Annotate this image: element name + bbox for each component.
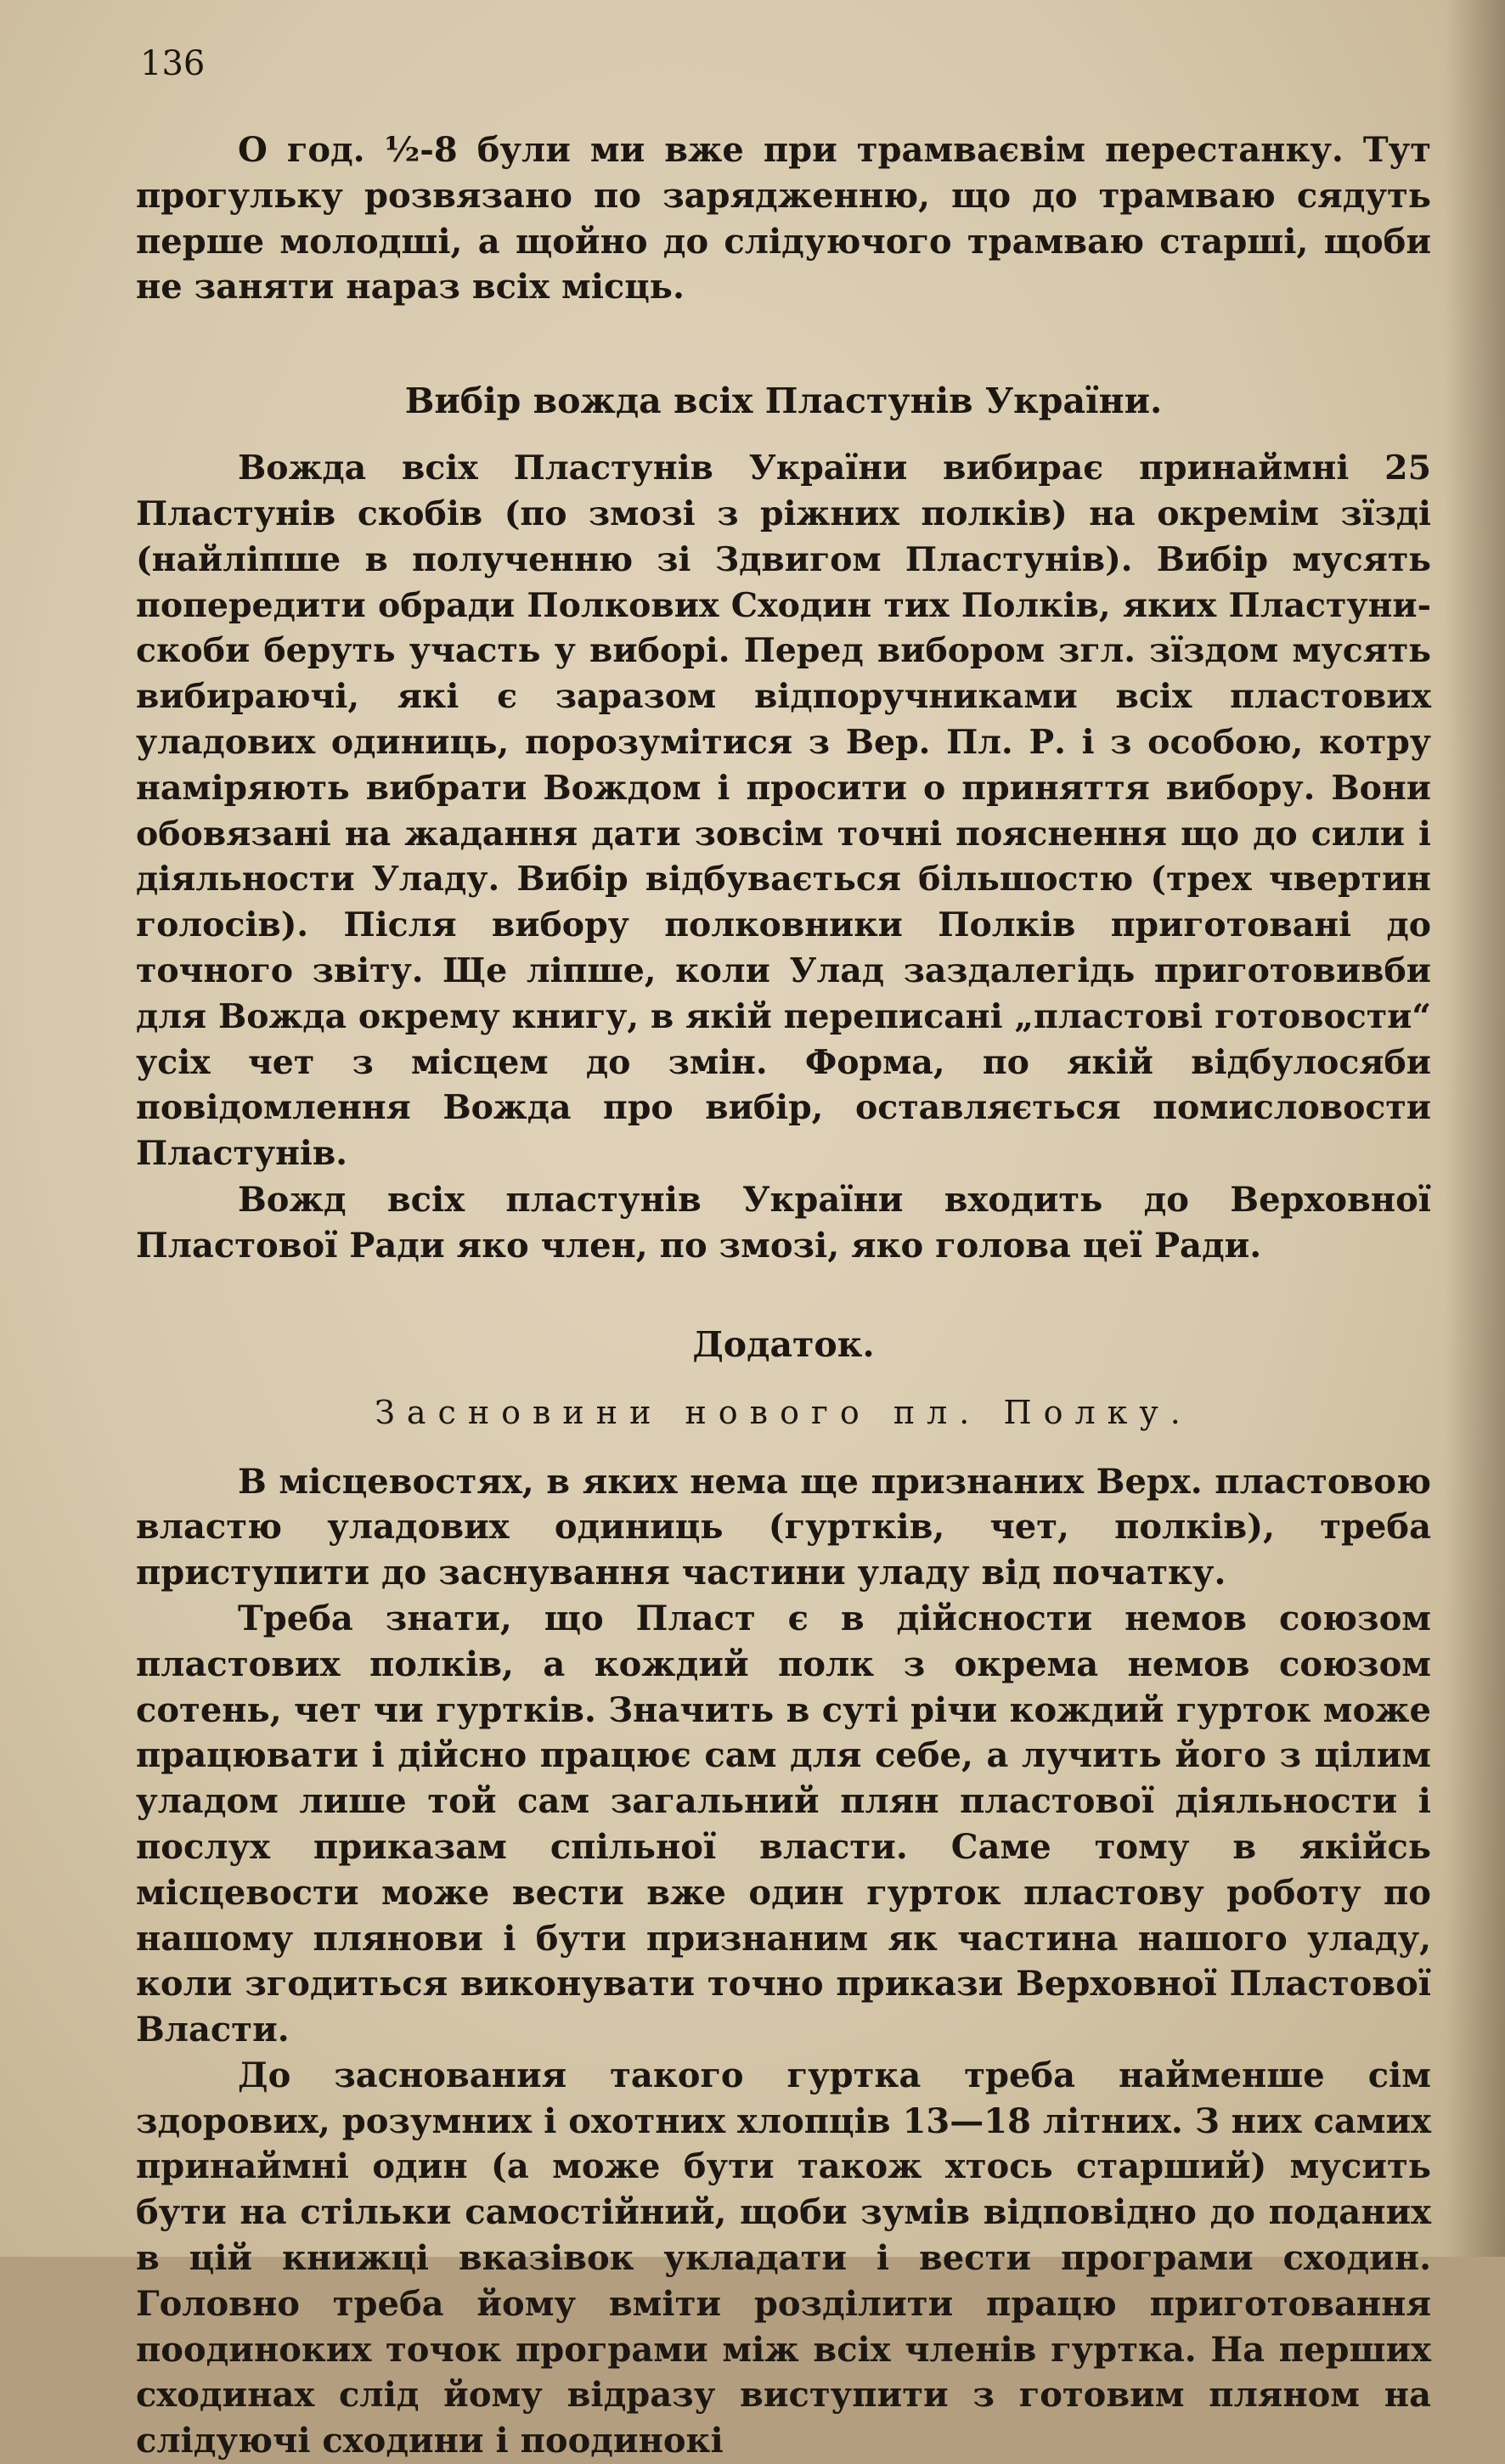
page-number: 136 (140, 44, 206, 83)
page-content (136, 127, 1431, 2464)
appendix-paragraph-1: В місцевостях, в яких нема ще признаних Верх. пластовою властю уладових одиниць (гуртків, чет, полків), треба приступити до заснування частини уладу від початку. (136, 1461, 1431, 1593)
section-subheading-founding: Засновини нового пл. Полку. (375, 1393, 1192, 1431)
intro-paragraph: О год. ½-8 були ми вже при трамваєвім перестанку. Тут прогульку розвязано по зарядженню, що до трамваю сядуть перше молодші, а щойно до слідуючого трамваю старші, щоби не заняти нараз всіх місць. (136, 130, 1431, 307)
section-heading-appendix: Додаток. (692, 1323, 875, 1365)
election-paragraph-2: Вожд всіх пластунів України входить до Верховної Пластової Ради яко член, по змозі, яко голова цеї Ради. (136, 1179, 1431, 1266)
appendix-paragraph-2: Треба знати, що Пласт є в дійсности немов союзом пластових полків, а кождий полк з окрема немов союзом сотень, чет чи гуртків. Значить в суті річи кождий гурток може працювати і дійсно працює сам для себе, а лучить його з цілим уладом лише той сам загальний плян пластової діяльности і послух приказам спільної власти. Саме тому в якійсь місцевости може вести вже один гурток пластову роботу по нашому плянови і бути признаним як частина нашого уладу, коли згодиться виконувати точно прикази Верховної Пластової Власти. (136, 1598, 1431, 2050)
appendix-paragraph-3: До заснования такого гуртка треба найменше сім здорових, розумних і охотних хлопців 13—18 літних. З них самих принаймні один (а може бути також хтось старший) мусить бути на стільки самостійний, щоби зумів відповідно до поданих в цій книжці вказівок укладати і вести програми сходин. Головно треба йому вміти розділити працю приготовання поодиноких точок програми між всіх членів гуртка. На перших сходинах слід йому відразу виступити з готовим пляном на слідуючі сходини і поодинокі (136, 2055, 1431, 2461)
election-paragraph-1: Вожда всіх Пластунів України вибирає принаймні 25 Пластунів скобів (по змозі з ріжних полків) на окремім зїзді (найліпше в полученню зі Здвигом Пластунів). Вибір мусять попередити обради Полкових Сходин тих Полків, яких Пластуни-скоби беруть участь у виборі. Перед вибором згл. зїздом мусять вибираючі, які є заразом відпоручниками всіх пластових уладових одиниць, порозумітися з Вер. Пл. Р. і з особою, котру наміряють вибрати Вождом і просити о приняття вибору. Вони обовязані на жадання дати зовсім точні пояснення що до сили і діяльности Уладу. Вибір відбувається більшостю (трех чвертин голосів). Після вибору полковники Полків приготовані до точного звіту. Ще ліпше, коли Улад заздалегідь приготовивби для Вожда окрему книгу, в якій переписані „пластові готовости“ усіх чет з місцем до змін. Форма, по якій відбулосяби повідомлення Вожда про вибір, оставляється помисловости Пластунів. (136, 448, 1431, 1174)
section-heading-election: Вибір вожда всіх Пластунів України. (404, 381, 1163, 422)
